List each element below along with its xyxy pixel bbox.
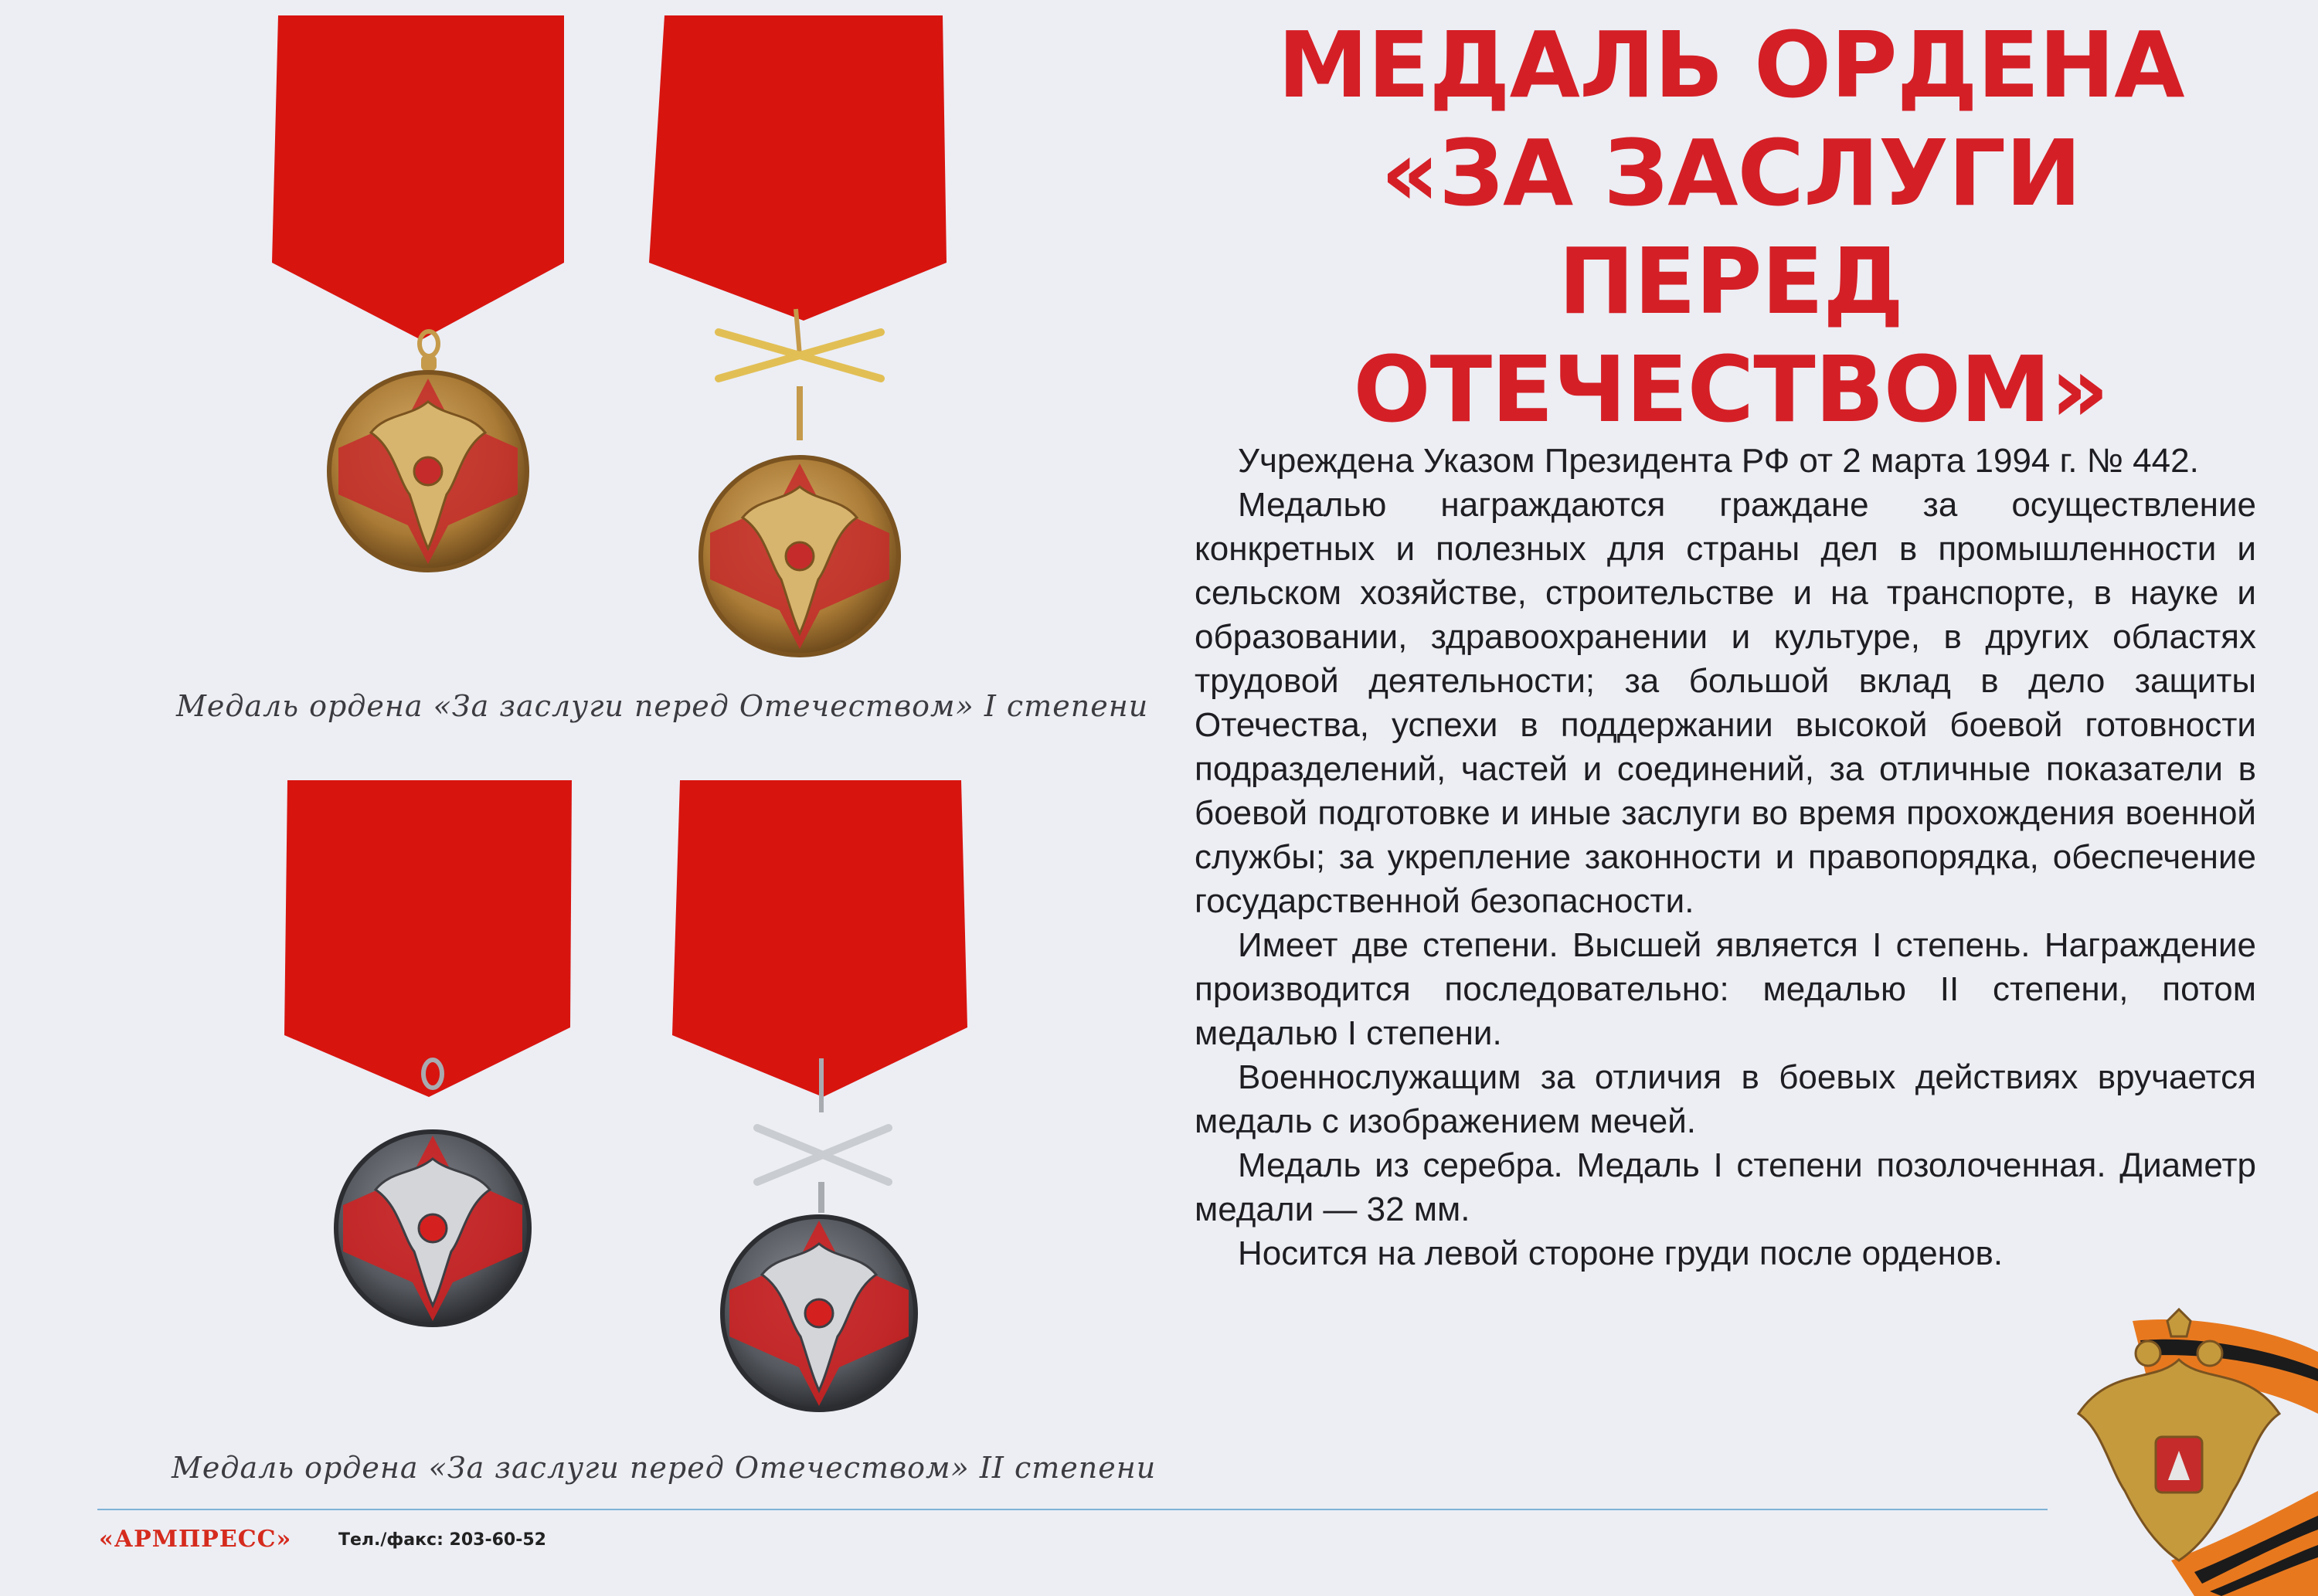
footer-divider [97,1509,2048,1510]
ribbon [284,780,572,1097]
coat-of-arms-icon [2040,1306,2318,1596]
paragraph-5: Медаль из серебра. Медаль I степени позолоченная. Диаметр медали — 32 мм. [1195,1146,2256,1228]
page-title [1205,11,2256,443]
caption-first-degree: Медаль ордена «За заслуги перед Отечеством» I степени [176,689,1149,723]
paragraph-1: Учреждена Указом Президента РФ от 2 марта 1994 г. № 442. [1238,442,2199,480]
ribbon [649,15,947,321]
medal-second-degree-image [278,780,587,1383]
description-text [1195,439,2256,1275]
paragraph-2: Медалью награждаются граждане за осуществление конкретных и полезных для страны дел в промышленности и сельском хозяйстве, строительстве и на транспорте, в науке и образовании, здравоохранении и культуре, в других областях трудовой деятельности; за большой вклад в дело защиты Отечества, успехи в поддержании высокой боевой готовности подразделений, частей и соединений, за отличные показатели в боевой подготовке и иные заслуги во время прохождения военной службы; за укрепление законности и правопорядка, обеспечение государственной безопасности. [1195,486,2256,920]
ribbon [672,780,967,1097]
medal-first-degree-image [263,15,572,680]
paragraph-4: Военнослужащим за отличия в боевых действиях вручается медаль с изображением мечей. [1195,1058,2256,1140]
publisher-brand: «АРМПРЕСС» [99,1526,292,1553]
title-line-3: ОТЕЧЕСТВОМ» [1353,336,2109,443]
caption-second-degree: Медаль ордена «За заслуги перед Отечеством» II степени [172,1451,1157,1485]
medal-first-degree-swords-image [641,15,950,680]
ribbon [272,15,564,340]
paragraph-6: Носится на левой стороне груди после орденов. [1238,1234,2004,1272]
crossed-swords-icon [757,1128,889,1182]
medal-second-degree-swords-image [664,780,974,1421]
title-line-2: «ЗА ЗАСЛУГИ ПЕРЕД [1380,120,2082,334]
paragraph-3: Имеет две степени. Высшей является I степень. Награждение производится последовательно: медалью II степени, потом медалью I степени. [1195,926,2256,1052]
publisher-phone: Тел./факс: 203-60-52 [338,1530,546,1550]
title-line-1: МЕДАЛЬ ОРДЕНА [1277,12,2184,118]
